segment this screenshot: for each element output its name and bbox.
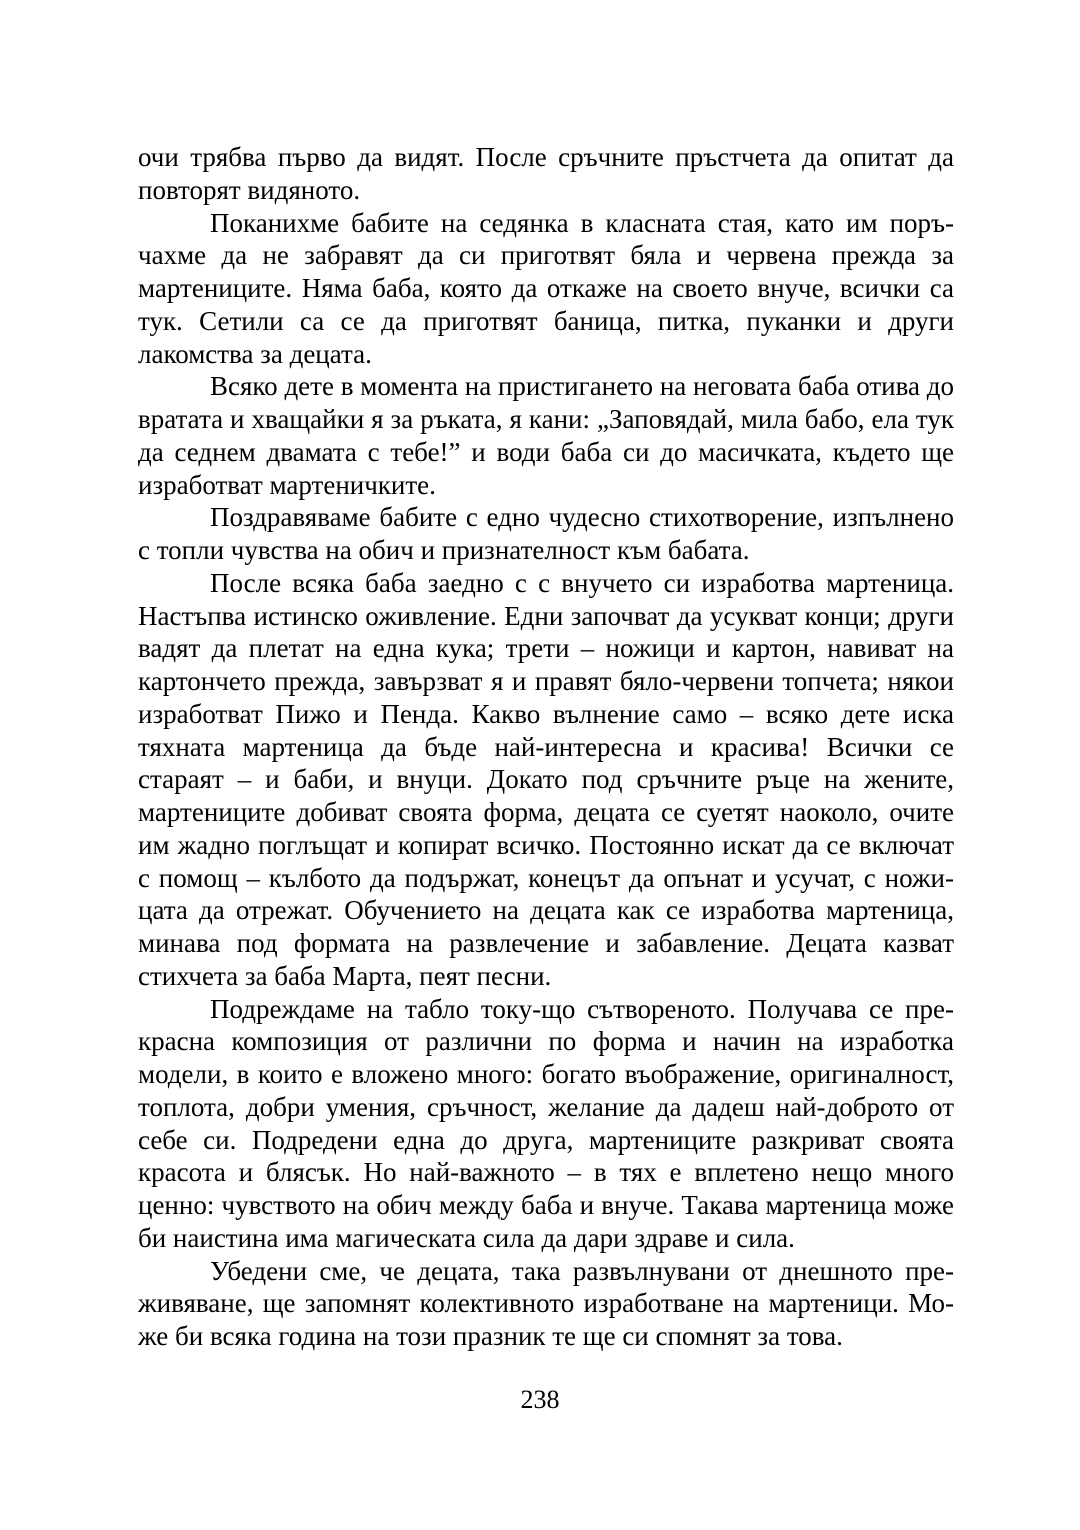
paragraph-child-greets-grandmother: Всяко дете в момента на пристигането на неговата баба отива до вратата и хващайки я за ръката, я кани: „Заповядай, мила бабо, ела тук да седнем двамата с тебе!” и води баба си до масичката, където ще изработват мартеничките. xyxy=(138,371,954,500)
page-number: 238 xyxy=(520,1385,560,1414)
body-text xyxy=(138,141,954,1353)
paragraph-making-martenitsi: После всяка баба заедно с с внучето си изработва мартеница. Настъпва истинско оживление. Едни започват да усукват конци; други вадят да плетат на една кука; трети – ножици и картон, навиват на картончето прежда, завързват я и правят бяло-червени топчета; някои изработват Пижо и Пенда. Какво вълнение само – всяко дете иска тяхната мартеница да бъде най-интересна и красива! Всички се стараят – и баби, и внуци. Докато под сръчните ръце на жените, мартениците добиват своята форма, децата се суетят наоколо, очите им жадно поглъщат и копират всичко. Постоянно искат да се включат с помощ – кълбото да подържат, конецът да опънат и усучат, с ножицата да отрежат. Обучението на децата как се изработва мартеница, минава под формата на развлечение и забавление. Децата казват стихчета за баба Марта, пеят песни. xyxy=(138,567,954,991)
paragraph-continuation: очи трябва първо да видят. После сръчните пръстчета да опитат да повторят видяното. xyxy=(138,142,954,205)
paragraph-poem-greeting: Поздравяваме бабите с едно чудесно стихотворение, изпълнено с топли чувства на обич и признателност към бабата. xyxy=(138,502,954,565)
paragraph-grandmothers-invited: Поканихме бабите на седянка в класната стая, като им поръчахме да не забравят да си приготвят бяла и червена прежда за мартениците. Няма баба, която да откаже на своето внуче, всички са тук. Сетили са се да приготвят баница, питка, пуканки и други лакомства за децата. xyxy=(138,207,954,369)
paragraph-conclusion: Убедени сме, че децата, така развълнувани от днешното преживяване, ще запомнят колективното изработване на мартеници. Може би всяка година на този празник те ще си спомнят за това. xyxy=(138,1255,954,1351)
paragraph-board-composition: Подреждаме на табло току-що сътвореното. Получава се прекрасна композиция от различни по форма и начин на изработка модели, в които е вложено много: богато въображение, оригиналност, топлота, добри умения, сръчност, желание да дадеш най-доброто от себе си. Подредени една до друга, мартениците разкриват своята красота и блясък. Но най-важното – в тях е вплетено нещо много ценно: чувството на обич между баба и внуче. Такава мартеница може би наистина има магическата сила да дари здраве и сила. xyxy=(138,993,954,1253)
